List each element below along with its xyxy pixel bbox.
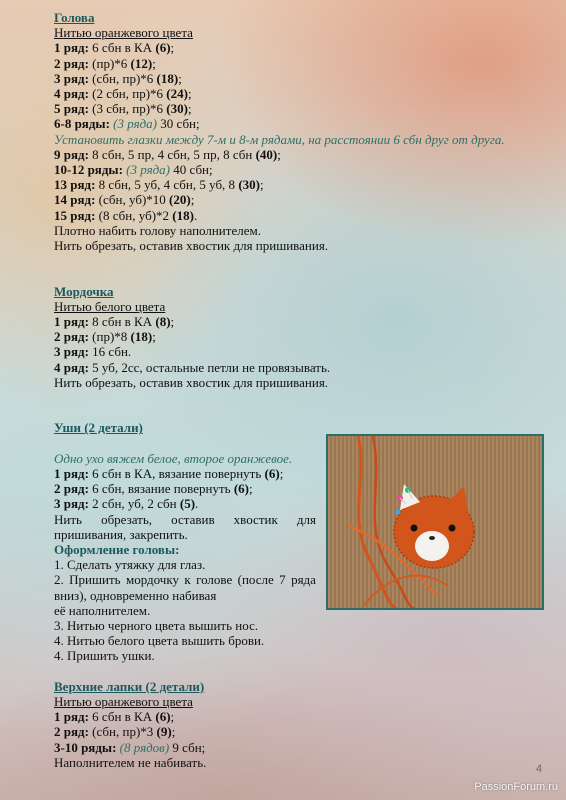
page-content xyxy=(54,10,534,770)
head-row-14: 14 ряд: (сбн, уб)*10 (20); xyxy=(54,192,195,208)
muzzle-row-2: 2 ряд: (пр)*8 (18); xyxy=(54,329,156,345)
head-row-9: 9 ряд: 8 сбн, 5 пр, 4 сбн, 5 пр, 8 сбн (40); xyxy=(54,146,281,162)
paws-yarn: Нитью оранжевого цвета xyxy=(54,694,193,710)
ears-row-2: 2 ряд: 6 сбн, вязание повернуть (6); xyxy=(54,481,253,497)
ears-cut-line: Нить обрезать, оставив хвостик для xyxy=(54,511,316,527)
head-row-10-12: 10-12 ряды: (3 ряда) 40 сбн; xyxy=(54,162,213,178)
head-eyes-note: Установить глазки между 7-м и 8-м рядами, на расстоянии 6 сбн друг от друга. xyxy=(54,131,505,147)
toy-head-illustration xyxy=(328,436,544,610)
head-section-title: Голова xyxy=(54,10,95,25)
paws-row-2: 2 ряд: (сбн, пр)*3 (9); xyxy=(54,724,176,740)
design-step-2-line-3: её наполнителем. xyxy=(54,602,151,618)
muzzle-section-title: Мордочка xyxy=(54,283,114,299)
head-row-3: 3 ряд: (сбн, пр)*6 (18); xyxy=(54,70,182,86)
head-row-1: 1 ряд: 6 сбн в КА (6); xyxy=(54,40,175,56)
ears-text-column xyxy=(54,451,316,664)
head-row-5: 5 ряд: (3 сбн, пр)*6 (30); xyxy=(54,101,192,117)
ears-cut-line-2: пришивания, закрепить. xyxy=(54,526,188,542)
ears-section xyxy=(54,420,534,663)
muzzle-row-4: 4 ряд: 5 уб, 2сс, остальные петли не провязывать. xyxy=(54,359,331,375)
head-row-2: 2 ряд: (пр)*6 (12); xyxy=(54,55,156,71)
muzzle-row-3: 3 ряд: 16 сбн. xyxy=(54,344,132,360)
paws-section-title: Верхние лапки (2 детали) xyxy=(54,678,205,694)
design-step-2-line-2: вниз), одновременно набивая xyxy=(54,587,217,603)
head-row-6-8: 6-8 ряды: (3 ряда) 30 сбн; xyxy=(54,116,200,132)
paws-row-1: 1 ряд: 6 сбн в КА (6); xyxy=(54,709,175,725)
design-step-1: 1. Сделать утяжку для глаз. xyxy=(54,557,206,573)
paws-no-stuff: Наполнителем не набивать. xyxy=(54,754,207,770)
design-step-4: 4. Нитью белого цвета вышить брови. xyxy=(54,633,265,649)
design-step-2: 2. Пришить мордочку к голове (после 7 ряда xyxy=(54,572,316,588)
head-row-13: 13 ряд: 8 сбн, 5 уб, 4 сбн, 5 уб, 8 (30); xyxy=(54,177,264,193)
ears-row-3: 3 ряд: 2 сбн, уб, 2 сбн (5). xyxy=(54,496,199,512)
ears-section-title: Уши (2 детали) xyxy=(54,420,143,436)
ears-row-1: 1 ряд: 6 сбн в КА, вязание повернуть (6); xyxy=(54,466,284,482)
head-stuff-instruction: Плотно набить голову наполнителем. xyxy=(54,222,261,238)
head-row-4: 4 ряд: (2 сбн, пр)*6 (24); xyxy=(54,86,192,102)
head-yarn: Нитью оранжевого цвета xyxy=(54,25,193,41)
muzzle-cut-instruction: Нить обрезать, оставив хвостик для пришивания. xyxy=(54,374,329,390)
page-number: 4 xyxy=(536,763,543,775)
design-step-5: 4. Пришить ушки. xyxy=(54,648,155,664)
site-watermark[interactable]: PassionForum.ru xyxy=(474,781,558,793)
paws-row-3-10: 3-10 ряды: (8 рядов) 9 сбн; xyxy=(54,739,206,755)
toy-head-photo xyxy=(326,434,544,610)
head-cut-instruction: Нить обрезать, оставив хвостик для пришивания. xyxy=(54,238,329,254)
design-step-3: 3. Нитью черного цвета вышить нос. xyxy=(54,618,259,634)
head-row-15: 15 ряд: (8 сбн, уб)*2 (18). xyxy=(54,207,198,223)
muzzle-row-1: 1 ряд: 8 сбн в КА (8); xyxy=(54,314,175,330)
design-title: Оформление головы: xyxy=(54,542,180,558)
muzzle-yarn: Нитью белого цвета xyxy=(54,298,166,314)
ears-color-note: Одно ухо вяжем белое, второе оранжевое. xyxy=(54,450,293,466)
